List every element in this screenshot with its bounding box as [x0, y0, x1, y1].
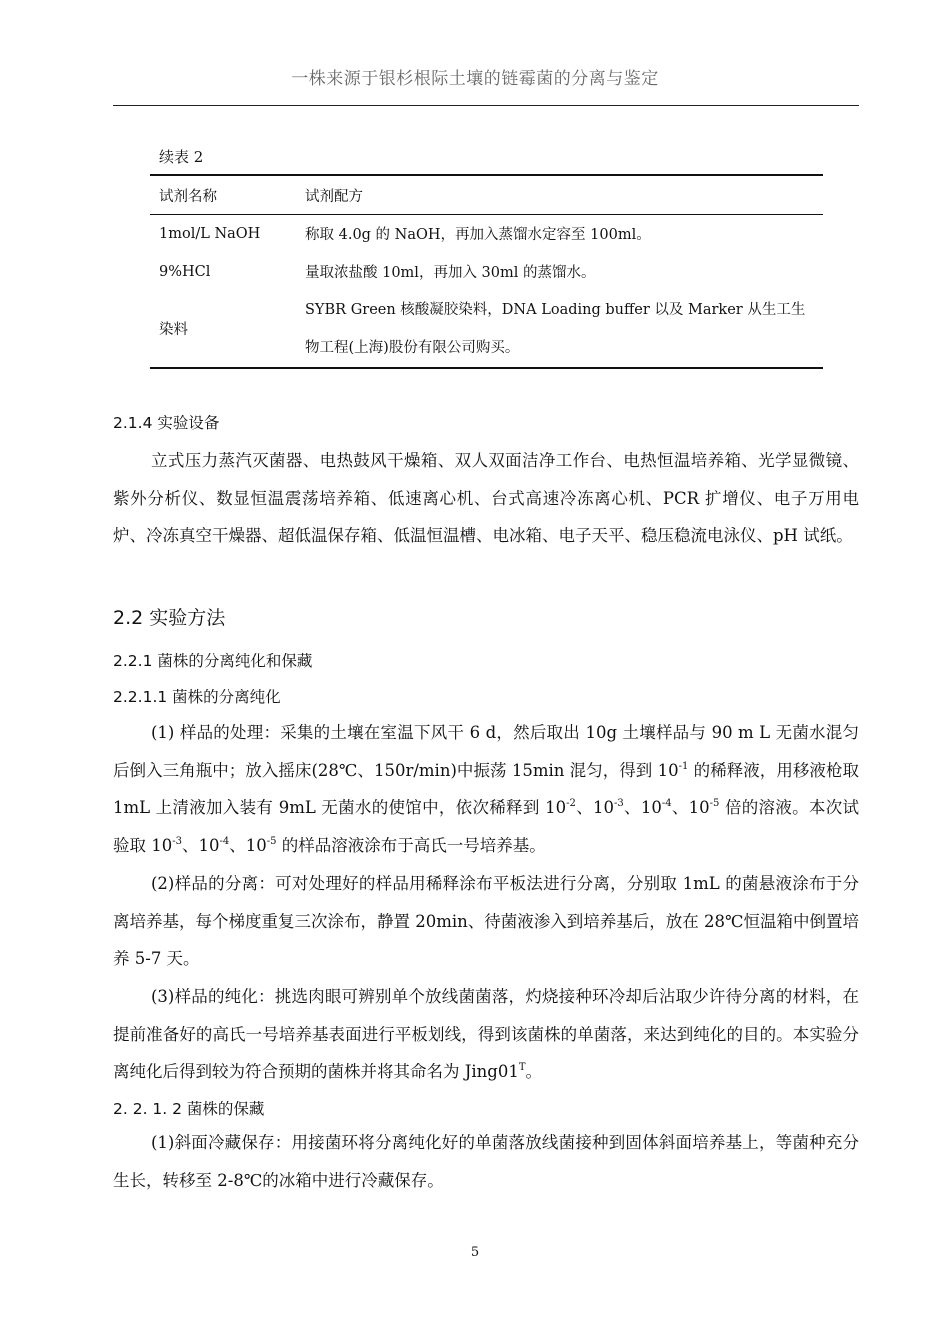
table-row — [150, 291, 823, 368]
reagent-name: 1mol/L NaOH — [159, 225, 261, 242]
page-number: 5 — [470, 1245, 480, 1260]
section-heading-2-2-1-1: 2.2.1.1 菌株的分离纯化 — [113, 688, 281, 706]
sample-processing-paragraph: (1) 样品的处理：采集的土壤在室温下风干 6 d，然后取出 10g 土壤样品与 90 m L 无菌水混匀后倒入三角瓶中；放入摇床(28℃、150r/min)中振荡 15min 混匀，得到 $10^{-1}$ 的稀释液，用移液枪取 1mL 上清液加入装有 9mL 无菌水的使馆中，依次稀释到 $10^{-2}$、$10^{-3}$、$10^{-4}$、$10^{-5}$ 倍的溶液。本次试验取 $10^{-3}$、$10^{-4}$、$10^{-5}$ 的样品溶液涂布于高氏一号培养基。 — [113, 723, 860, 855]
section-heading-2-2-1-2: 2. 2. 1. 2 菌株的保藏 — [113, 1100, 265, 1118]
sample-separation-paragraph: (2)样品的分离：可对处理好的样品用稀释涂布平板法进行分离，分别取 1mL 的菌悬液涂布于分离培养基，每个梯度重复三次涂布，静置 20min、待菌液渗入到培养基后，放在 28℃恒温箱中倒置培养 5-7 天。 — [113, 874, 859, 968]
table-caption: 续表 2 — [159, 148, 204, 166]
reagent-table — [150, 174, 823, 369]
reagent-formula — [305, 291, 823, 368]
formula-line: SYBR Green 核酸凝胶染料，DNA Loading buffer 以及 Marker 从生工生 — [305, 301, 806, 318]
column-header-formula: 试剂配方 — [305, 175, 823, 215]
reagent-name: 染料 — [150, 291, 305, 368]
formula-line: 物工程(上海)股份有限公司购买。 — [305, 339, 520, 356]
section-heading-2-2: 2.2 实验方法 — [113, 607, 226, 629]
sample-purification-paragraph: (3)样品的纯化：挑选肉眼可辨别单个放线菌菌落，灼烧接种环冷却后沾取少许待分离的材料，在提前准备好的高氏一号培养基表面进行平板划线，得到该菌株的单菌落，来达到纯化的目的。本实验分离纯化后得到较为符合预期的菌株并将其命名为 $Jing01^T$。 — [113, 987, 859, 1081]
table-row — [150, 253, 823, 291]
reagent-formula: 量取浓盐酸 10ml，再加入 30ml 的蒸馏水。 — [305, 265, 596, 281]
header-rule — [113, 105, 859, 106]
column-header-name: 试剂名称 — [150, 175, 305, 215]
equipment-paragraph: 立式压力蒸汽灭菌器、电热鼓风干燥箱、双人双面洁净工作台、电热恒温培养箱、光学显微镜、紫外分析仪、数显恒温震荡培养箱、低速离心机、台式高速冷冻离心机、PCR 扩增仪、电子万用电炉、冷冻真空干燥器、超低温保存箱、低温恒温槽、电冰箱、电子天平、稳压稳流电泳仪、pH 试纸。 — [113, 451, 859, 545]
storage-paragraph: (1)斜面冷藏保存：用接菌环将分离纯化好的单菌落放线菌接种到固体斜面培养基上，等菌种充分生长，转移至 2-8℃的冰箱中进行冷藏保存。 — [113, 1133, 859, 1190]
running-header: 一株来源于银杉根际土壤的链霉菌的分离与鉴定 — [291, 69, 659, 89]
reagent-name: 9%HCl — [159, 263, 211, 280]
reagent-formula: 称取 4.0g 的 NaOH，再加入蒸馏水定容至 100ml。 — [305, 227, 651, 244]
table-row — [150, 215, 823, 253]
section-heading-2-1-4: 2.1.4 实验设备 — [113, 414, 220, 432]
section-heading-2-2-1: 2.2.1 菌株的分离纯化和保藏 — [113, 652, 313, 670]
